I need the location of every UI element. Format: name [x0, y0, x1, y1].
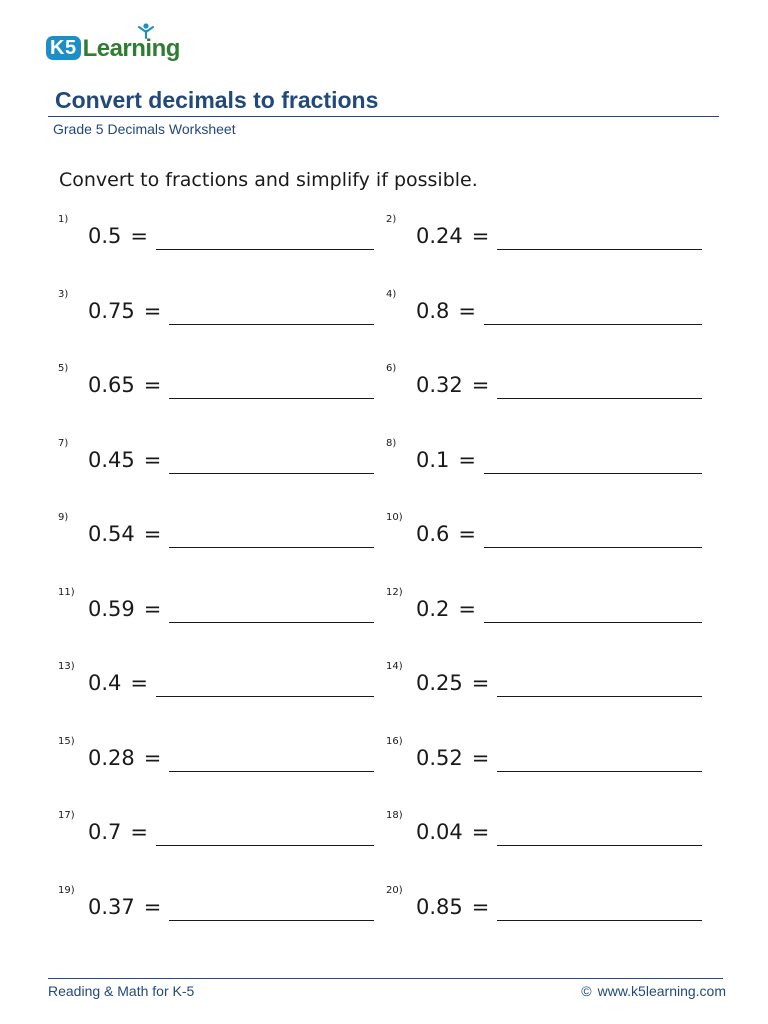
equals-sign: =: [143, 894, 162, 919]
problem-item: [386, 885, 702, 925]
answer-line[interactable]: [169, 324, 374, 325]
problem-number: 14): [386, 661, 403, 672]
equals-sign: =: [471, 894, 490, 919]
answer-line[interactable]: [156, 845, 374, 846]
problem-decimal: 0.1: [416, 447, 450, 472]
problem-item: [386, 363, 702, 403]
footer-divider: [48, 978, 723, 979]
problem-decimal: 0.32: [416, 373, 463, 397]
problem-expression: [88, 223, 148, 249]
equals-sign: =: [143, 447, 162, 472]
problem-decimal: 0.4: [88, 671, 122, 695]
equals-sign: =: [130, 224, 149, 248]
problem-item: [386, 810, 702, 850]
problem-number: 17): [58, 810, 75, 821]
problem-item: [58, 736, 374, 776]
answer-line[interactable]: [497, 771, 702, 772]
problem-decimal: 0.37: [88, 894, 135, 919]
instruction-text: Convert to fractions and simplify if possible.: [59, 169, 478, 191]
website-link[interactable]: www.k5learning.com: [597, 983, 726, 999]
problem-item: [58, 885, 374, 925]
logo-wordmark: Learning: [82, 35, 180, 62]
equals-sign: =: [458, 298, 477, 323]
problem-expression: [416, 819, 489, 845]
answer-line[interactable]: [156, 696, 374, 697]
problem-number: 9): [58, 512, 69, 523]
problem-number: 12): [386, 586, 403, 598]
problem-decimal: 0.85: [416, 894, 463, 919]
problem-item: [58, 289, 374, 329]
equals-sign: =: [143, 522, 162, 546]
problem-expression: [416, 521, 476, 547]
answer-line[interactable]: [169, 771, 374, 772]
worksheet-title: Convert decimals to fractions: [55, 87, 379, 113]
equals-sign: =: [143, 298, 162, 323]
equals-sign: =: [130, 820, 149, 844]
problem-expression: [416, 223, 489, 249]
problem-item: [58, 587, 374, 627]
problem-item: [58, 438, 374, 478]
problem-decimal: 0.8: [416, 298, 450, 323]
problem-number: 11): [58, 586, 75, 598]
equals-sign: =: [143, 745, 162, 770]
equals-sign: =: [458, 596, 477, 621]
answer-line[interactable]: [169, 622, 374, 623]
answer-line[interactable]: [484, 547, 702, 548]
problem-decimal: 0.65: [88, 373, 135, 397]
problem-number: 20): [386, 884, 403, 896]
problem-decimal: 0.2: [416, 596, 450, 621]
problem-expression: [88, 596, 161, 622]
k5-learning-logo: [46, 24, 180, 64]
problem-decimal: 0.25: [416, 671, 463, 695]
copyright-icon: ©: [581, 983, 592, 999]
problem-number: 15): [58, 735, 75, 747]
problem-decimal: 0.04: [416, 820, 463, 844]
person-arms-up-icon: [138, 22, 154, 40]
equals-sign: =: [130, 671, 149, 695]
answer-line[interactable]: [497, 398, 702, 399]
answer-line[interactable]: [169, 547, 374, 548]
problem-item: [386, 289, 702, 329]
problem-number: 19): [58, 884, 75, 896]
answer-line[interactable]: [484, 473, 702, 474]
equals-sign: =: [471, 671, 490, 695]
problem-expression: [416, 298, 476, 324]
problem-expression: [416, 596, 476, 622]
problem-number: 6): [386, 363, 397, 374]
equals-sign: =: [471, 373, 490, 397]
problem-expression: [416, 894, 489, 920]
problem-number: 18): [386, 810, 403, 821]
equals-sign: =: [471, 745, 490, 770]
problem-item: [386, 438, 702, 478]
equals-sign: =: [143, 596, 162, 621]
equals-sign: =: [143, 373, 162, 397]
problem-item: [386, 587, 702, 627]
problem-item: [58, 810, 374, 850]
answer-line[interactable]: [169, 398, 374, 399]
problem-decimal: 0.75: [88, 298, 135, 323]
equals-sign: =: [471, 820, 490, 844]
footer-tagline: Reading & Math for K-5: [48, 983, 195, 999]
problem-expression: [88, 521, 161, 547]
problem-number: 1): [58, 214, 69, 225]
equals-sign: =: [458, 522, 477, 546]
footer-website[interactable]: [581, 983, 726, 1000]
problem-number: 8): [386, 437, 397, 449]
answer-line[interactable]: [484, 324, 702, 325]
problem-number: 4): [386, 288, 397, 300]
title-divider: [48, 116, 719, 117]
worksheet-subtitle: Grade 5 Decimals Worksheet: [53, 121, 236, 137]
problem-expression: [416, 372, 489, 398]
problem-expression: [88, 894, 161, 920]
answer-line[interactable]: [497, 696, 702, 697]
problem-expression: [88, 745, 161, 771]
problem-decimal: 0.6: [416, 522, 450, 546]
problem-expression: [88, 372, 161, 398]
problem-decimal: 0.54: [88, 522, 135, 546]
problem-decimal: 0.45: [88, 447, 135, 472]
answer-line[interactable]: [156, 249, 374, 250]
problem-decimal: 0.52: [416, 745, 463, 770]
problem-expression: [88, 447, 161, 473]
problem-item: [386, 512, 702, 552]
problem-expression: [416, 447, 476, 473]
answer-line[interactable]: [497, 920, 702, 921]
answer-line[interactable]: [497, 845, 702, 846]
problem-expression: [416, 745, 489, 771]
problem-number: 7): [58, 437, 69, 449]
problem-expression: [88, 819, 148, 845]
problem-number: 5): [58, 363, 69, 374]
problem-number: 16): [386, 735, 403, 747]
problem-decimal: 0.24: [416, 224, 463, 248]
problem-expression: [88, 670, 148, 696]
problem-item: [58, 512, 374, 552]
problem-item: [386, 661, 702, 701]
equals-sign: =: [471, 224, 490, 248]
problem-item: [386, 736, 702, 776]
problem-decimal: 0.5: [88, 224, 122, 248]
problem-decimal: 0.28: [88, 745, 135, 770]
problem-decimal: 0.59: [88, 596, 135, 621]
problem-item: [58, 363, 374, 403]
problem-number: 2): [386, 214, 397, 225]
answer-line[interactable]: [497, 249, 702, 250]
problem-item: [386, 214, 702, 254]
answer-line[interactable]: [169, 920, 374, 921]
answer-line[interactable]: [484, 622, 702, 623]
logo-k5-badge: K5: [46, 36, 81, 60]
problem-item: [58, 214, 374, 254]
answer-line[interactable]: [169, 473, 374, 474]
equals-sign: =: [458, 447, 477, 472]
problem-number: 10): [386, 512, 403, 523]
problem-number: 3): [58, 288, 69, 300]
problem-expression: [88, 298, 161, 324]
problem-item: [58, 661, 374, 701]
problem-expression: [416, 670, 489, 696]
problem-decimal: 0.7: [88, 820, 122, 844]
problem-number: 13): [58, 661, 75, 672]
